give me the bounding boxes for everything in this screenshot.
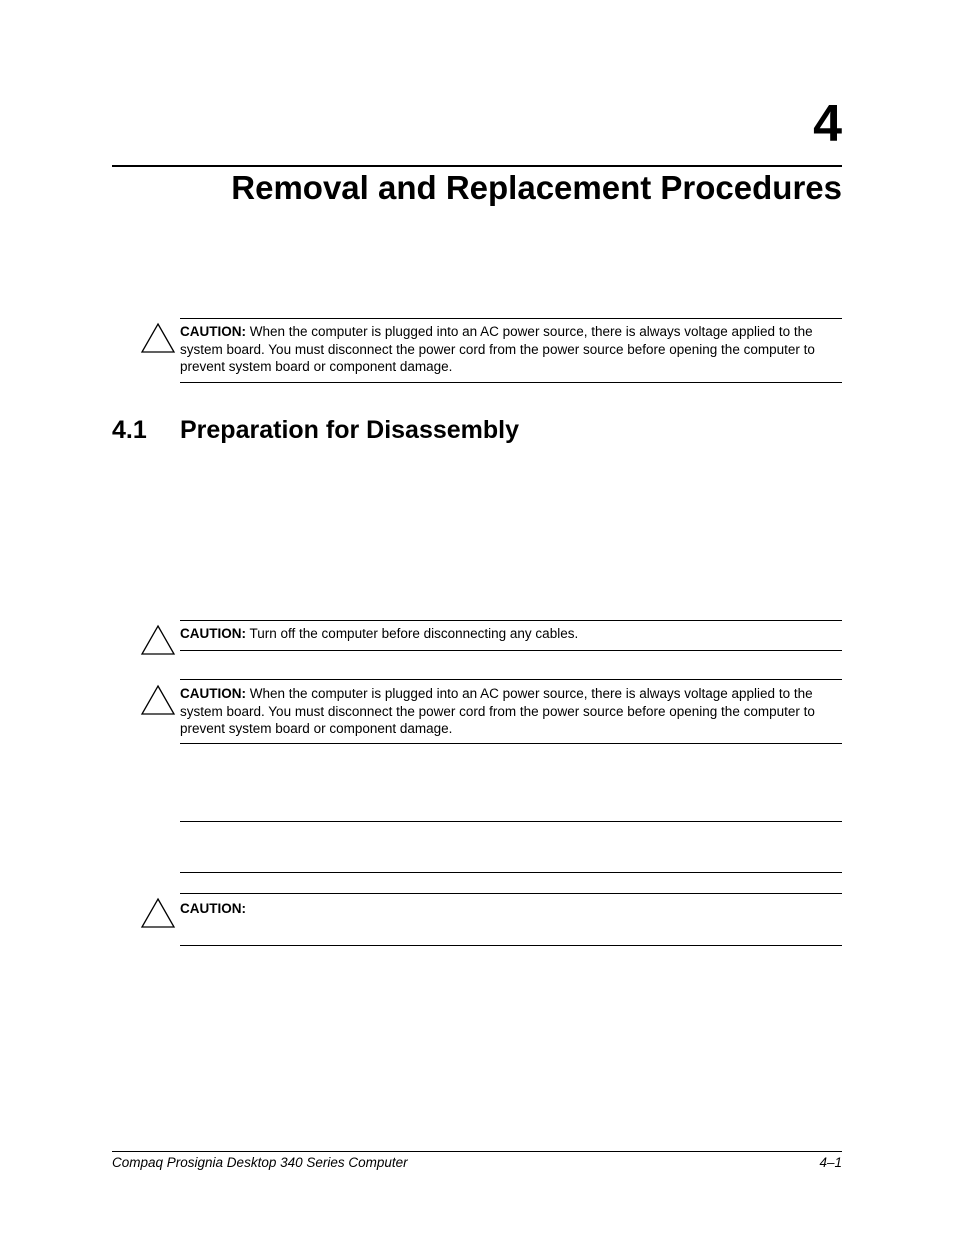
caution-top-rule — [180, 620, 842, 621]
footer-rule — [112, 1151, 842, 1152]
note-bottom-rule — [180, 872, 842, 873]
section-heading — [112, 414, 519, 446]
caution-block — [180, 900, 820, 918]
caution-label: CAUTION: — [180, 686, 246, 701]
chapter-rule — [112, 165, 842, 167]
caution-label: CAUTION: — [180, 626, 246, 641]
chapter-title: Removal and Replacement Procedures — [231, 169, 842, 206]
caution-text: When the computer is plugged into an AC power source, there is always voltage applied to the system board. You must disconnect the power cord from the power source before opening the computer to prevent system board or component damage. — [180, 324, 815, 374]
caution-triangle-icon — [140, 684, 176, 716]
caution-bottom-rule — [180, 743, 842, 744]
caution-block — [180, 323, 820, 376]
caution-block — [180, 625, 820, 643]
chapter-number: 4 — [813, 95, 842, 153]
page-number: 4–1 — [819, 1155, 842, 1170]
caution-label: CAUTION: — [180, 901, 246, 916]
caution-bottom-rule — [180, 945, 842, 946]
caution-top-rule — [180, 893, 842, 894]
caution-triangle-icon — [140, 897, 176, 929]
caution-block — [180, 685, 820, 738]
caution-top-rule — [180, 318, 842, 319]
caution-text: Turn off the computer before disconnecting any cables. — [249, 626, 579, 641]
caution-text: When the computer is plugged into an AC power source, there is always voltage applied to the system board. You must disconnect the power cord from the power source before opening the computer to prevent system board or component damage. — [180, 686, 815, 736]
section-title: Preparation for Disassembly — [180, 416, 520, 444]
caution-bottom-rule — [180, 382, 842, 383]
caution-bottom-rule — [180, 650, 842, 651]
caution-triangle-icon — [140, 624, 176, 656]
caution-label: CAUTION: — [180, 324, 246, 339]
caution-triangle-icon — [140, 322, 176, 354]
note-top-rule — [180, 821, 842, 822]
caution-top-rule — [180, 679, 842, 680]
footer-title: Compaq Prosignia Desktop 340 Series Computer — [112, 1155, 408, 1170]
section-number: 4.1 — [112, 416, 147, 444]
